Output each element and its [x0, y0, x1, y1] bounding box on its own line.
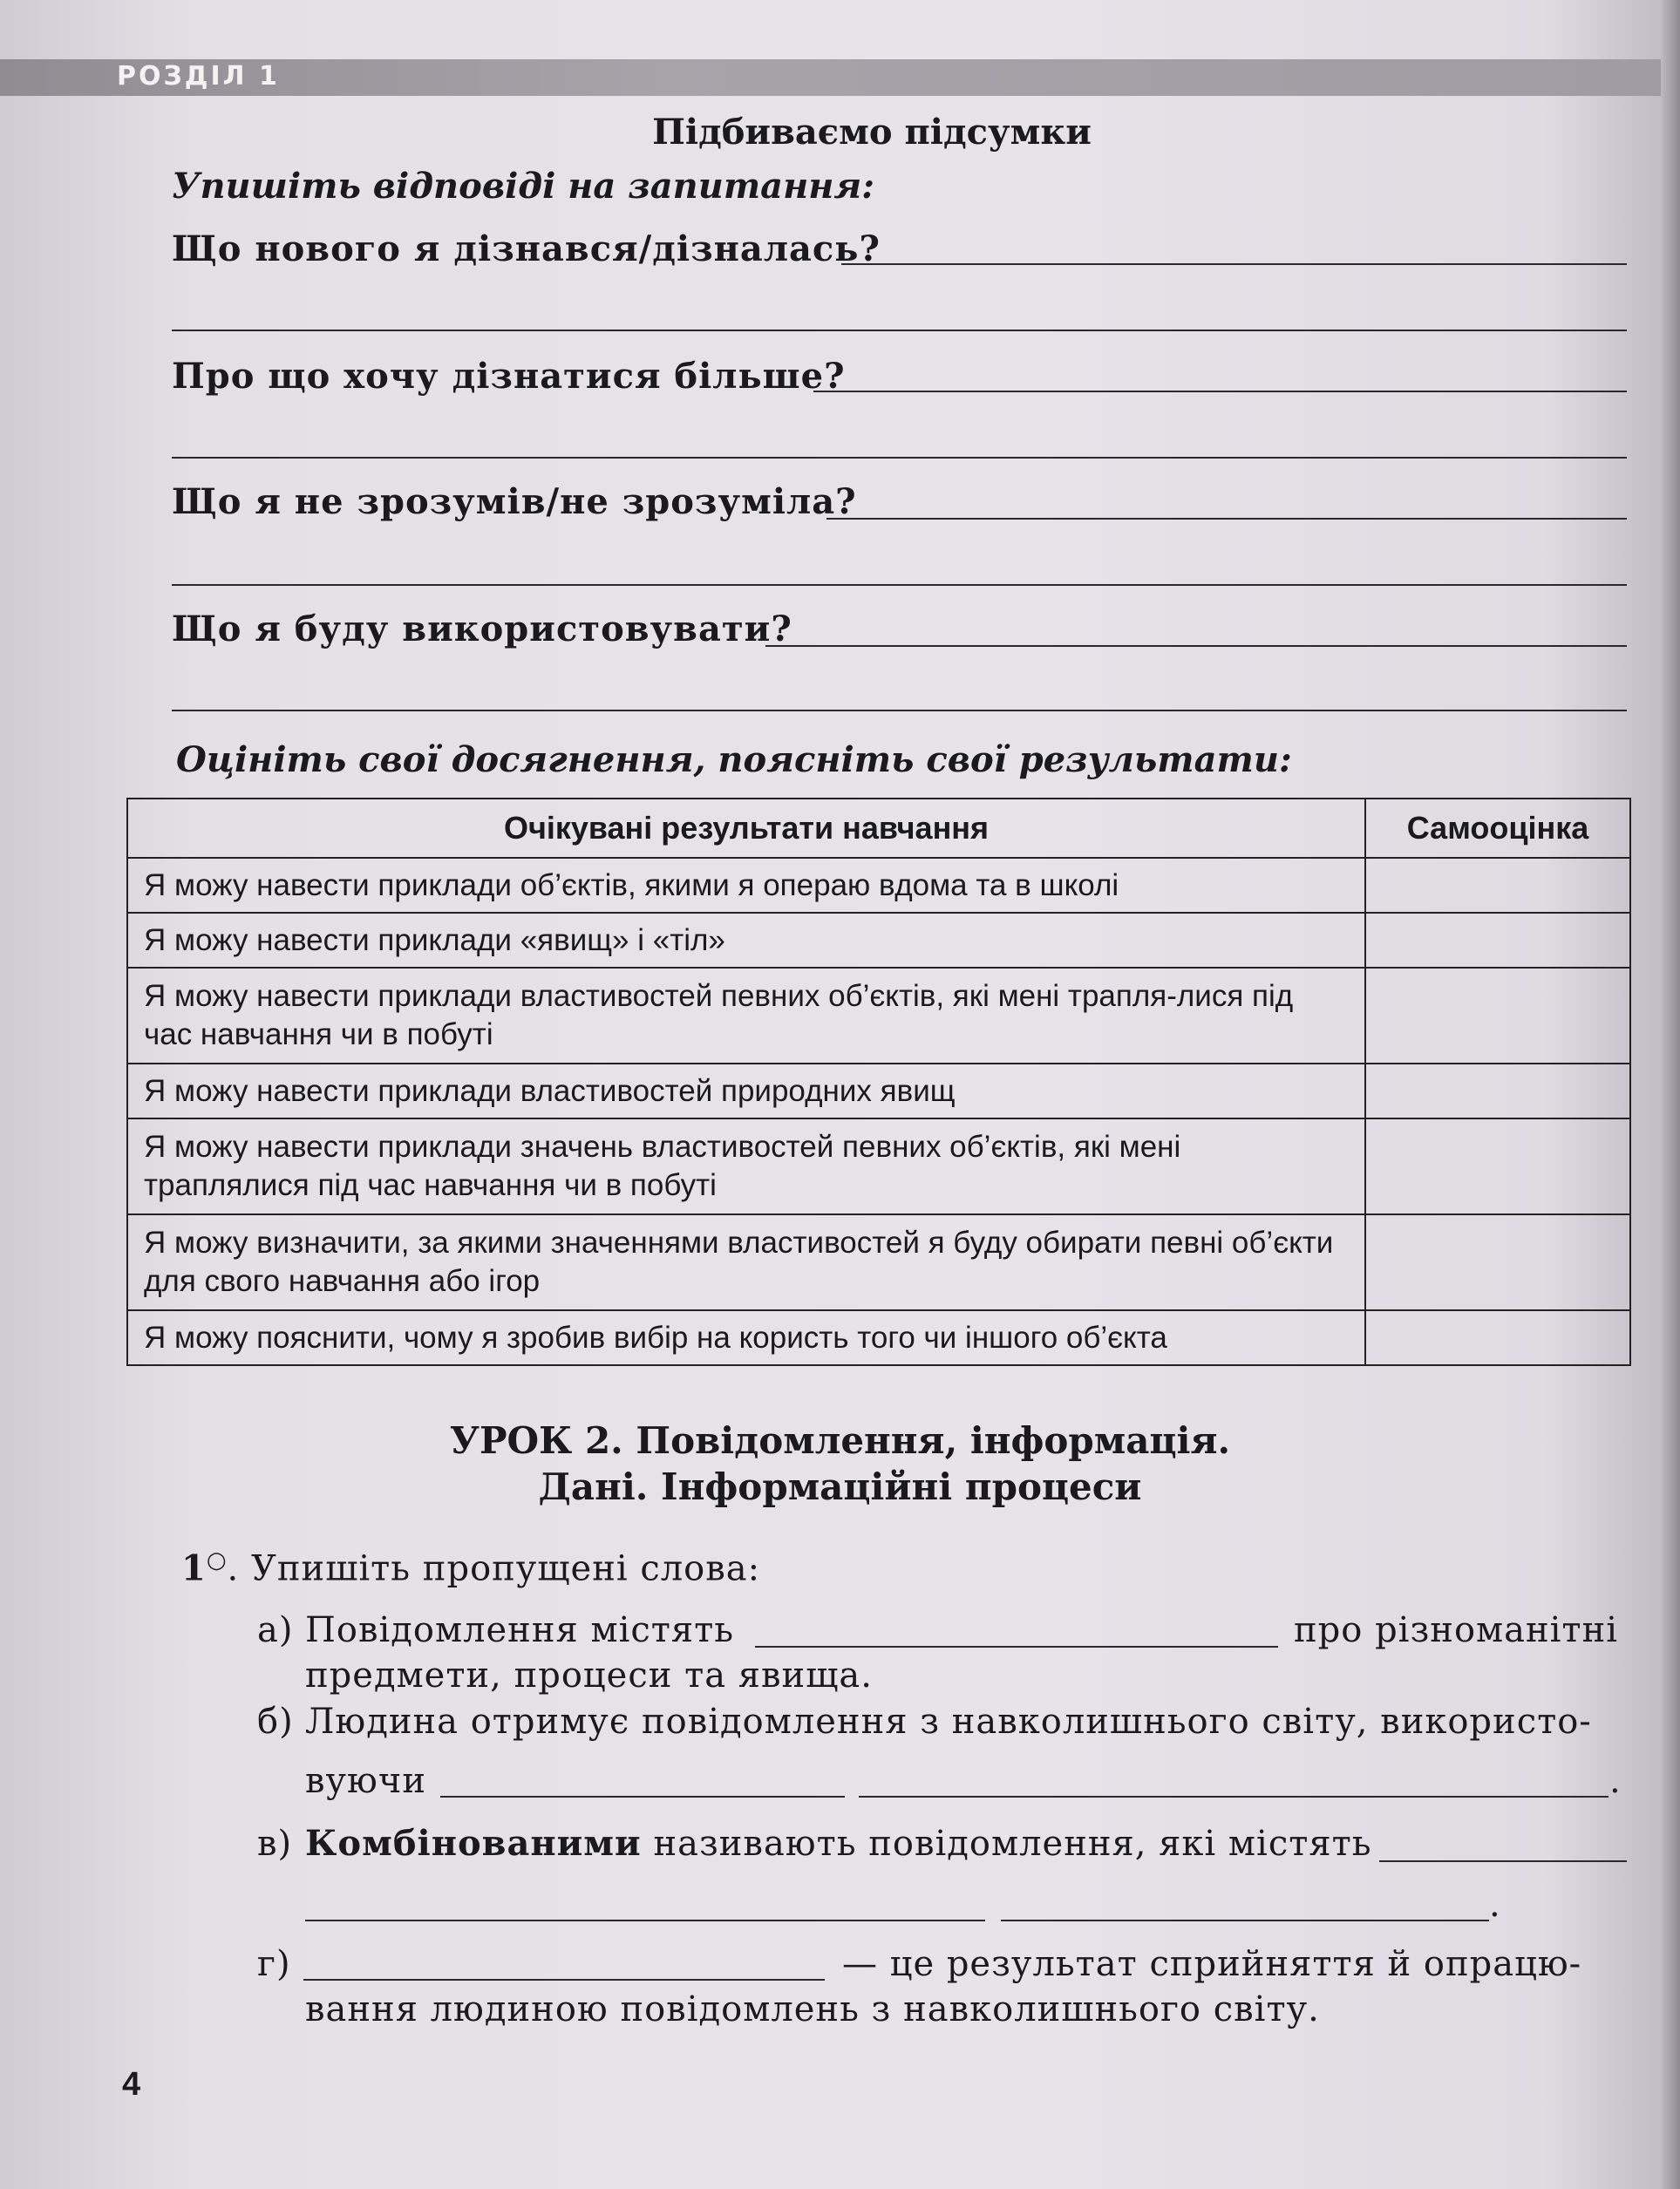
section-label: РОЗДІЛ 1 — [117, 61, 280, 92]
item-c-letter: в) — [257, 1824, 293, 1864]
column-header-results: Очікувані результати навчання — [127, 799, 1365, 858]
item-a-after: про різноманітні — [1294, 1610, 1619, 1650]
table-row — [127, 968, 1630, 1064]
item-c-bold-term: Комбінованими — [305, 1823, 642, 1864]
blank-a[interactable] — [755, 1646, 1278, 1648]
self-assessment-cell[interactable] — [1365, 1064, 1630, 1118]
column-header-self-assessment: Самооцінка — [1365, 799, 1630, 858]
self-assessment-cell[interactable] — [1365, 1118, 1630, 1214]
table-cell: Я можу навести приклади властивостей певних об’єктів, які мені трапля-лися під час навчання чи в побуті — [127, 968, 1365, 1064]
table-row — [127, 1310, 1630, 1365]
item-b-text: Людина отримує повідомлення з навколишнього світу, використо- — [305, 1702, 1592, 1742]
blank-b-2[interactable] — [859, 1796, 1609, 1798]
answer-line-1b[interactable] — [172, 330, 1627, 331]
blank-c-2[interactable] — [305, 1920, 985, 1921]
question-1: Що нового я дізнався/дізналась? — [172, 228, 881, 269]
summary-prompt: Упишіть відповіді на запитання: — [172, 166, 874, 207]
item-a-letter: а) — [257, 1610, 294, 1650]
blank-d[interactable] — [303, 1979, 825, 1981]
item-c-period: . — [1489, 1885, 1501, 1925]
item-d-letter: г) — [257, 1944, 291, 1984]
item-d-after: — це результат сприйняття й опрацю- — [842, 1944, 1582, 1984]
page-edge — [1661, 0, 1680, 2189]
exercise-1-title: Упишіть пропущені слова: — [250, 1548, 761, 1589]
question-2: Про що хочу дізнатися більше? — [172, 356, 846, 397]
blank-c-1[interactable] — [1379, 1860, 1627, 1862]
self-assessment-cell[interactable] — [1365, 968, 1630, 1064]
page-number: 4 — [122, 2066, 141, 2103]
lesson-title-line-1: УРОК 2. Повідомлення, інформація. — [449, 1419, 1231, 1462]
table-row — [127, 1214, 1630, 1310]
blank-b-1[interactable] — [440, 1796, 845, 1798]
lesson-title-line-2: Дані. Інформаційні процеси — [538, 1465, 1142, 1508]
answer-line-4b[interactable] — [172, 710, 1627, 711]
table-cell: Я можу навести приклади «явищ» і «тіл» — [127, 913, 1365, 968]
self-assessment-table — [126, 798, 1631, 1366]
table-row — [127, 1064, 1630, 1118]
question-3: Що я не зрозумів/не зрозуміла? — [172, 481, 857, 522]
question-4: Що я буду використовувати? — [172, 608, 792, 649]
table-cell: Я можу навести приклади значень властивостей певних об’єктів, які мені траплялися під час навчання чи в побуті — [127, 1118, 1365, 1214]
table-row — [127, 1118, 1630, 1214]
self-assessment-cell[interactable] — [1365, 913, 1630, 968]
assessment-prompt: Оцініть свої досягнення, поясніть свої результати: — [176, 739, 1292, 780]
exercise-level-mark: ○ — [206, 1547, 228, 1574]
exercise-1-heading: 1○. Упишіть пропущені слова: — [181, 1547, 761, 1589]
answer-line-2b[interactable] — [172, 457, 1627, 459]
item-a-continuation: предмети, процеси та явища. — [305, 1655, 873, 1696]
answer-line-1a[interactable] — [841, 263, 1627, 265]
answer-line-3b[interactable] — [172, 584, 1627, 586]
self-assessment-cell[interactable] — [1365, 1310, 1630, 1365]
table-cell: Я можу пояснити, чому я зробив вибір на користь того чи іншого об’єкта — [127, 1310, 1365, 1365]
item-b-letter: б) — [257, 1702, 294, 1742]
item-d-continuation: вання людиною повідомлень з навколишнього світу. — [305, 1989, 1320, 2029]
answer-line-3a[interactable] — [826, 518, 1627, 520]
table-cell: Я можу навести приклади властивостей природних явищ — [127, 1064, 1365, 1118]
answer-line-2a[interactable] — [813, 391, 1627, 392]
item-b-continuation: вуючи — [305, 1761, 426, 1801]
table-cell: Я можу визначити, за якими значеннями властивостей я буду обирати певні об’єкти для свого навчання або ігор — [127, 1214, 1365, 1310]
item-c-text — [305, 1822, 1372, 1866]
item-a-text: Повідомлення містять — [305, 1610, 735, 1650]
blank-c-3[interactable] — [1001, 1920, 1489, 1921]
table-header-row — [127, 799, 1630, 858]
self-assessment-cell[interactable] — [1365, 858, 1630, 913]
summary-title: Підбиваємо підсумки — [652, 112, 1092, 153]
item-c-definition: називають повідомлення, які містять — [653, 1824, 1372, 1864]
item-b-period: . — [1609, 1761, 1622, 1801]
table-cell: Я можу навести приклади об’єктів, якими я операю вдома та в школі — [127, 858, 1365, 913]
exercise-number: 1 — [181, 1547, 207, 1589]
table-row — [127, 858, 1630, 913]
answer-line-4a[interactable] — [765, 645, 1627, 647]
table-row — [127, 913, 1630, 968]
self-assessment-cell[interactable] — [1365, 1214, 1630, 1310]
